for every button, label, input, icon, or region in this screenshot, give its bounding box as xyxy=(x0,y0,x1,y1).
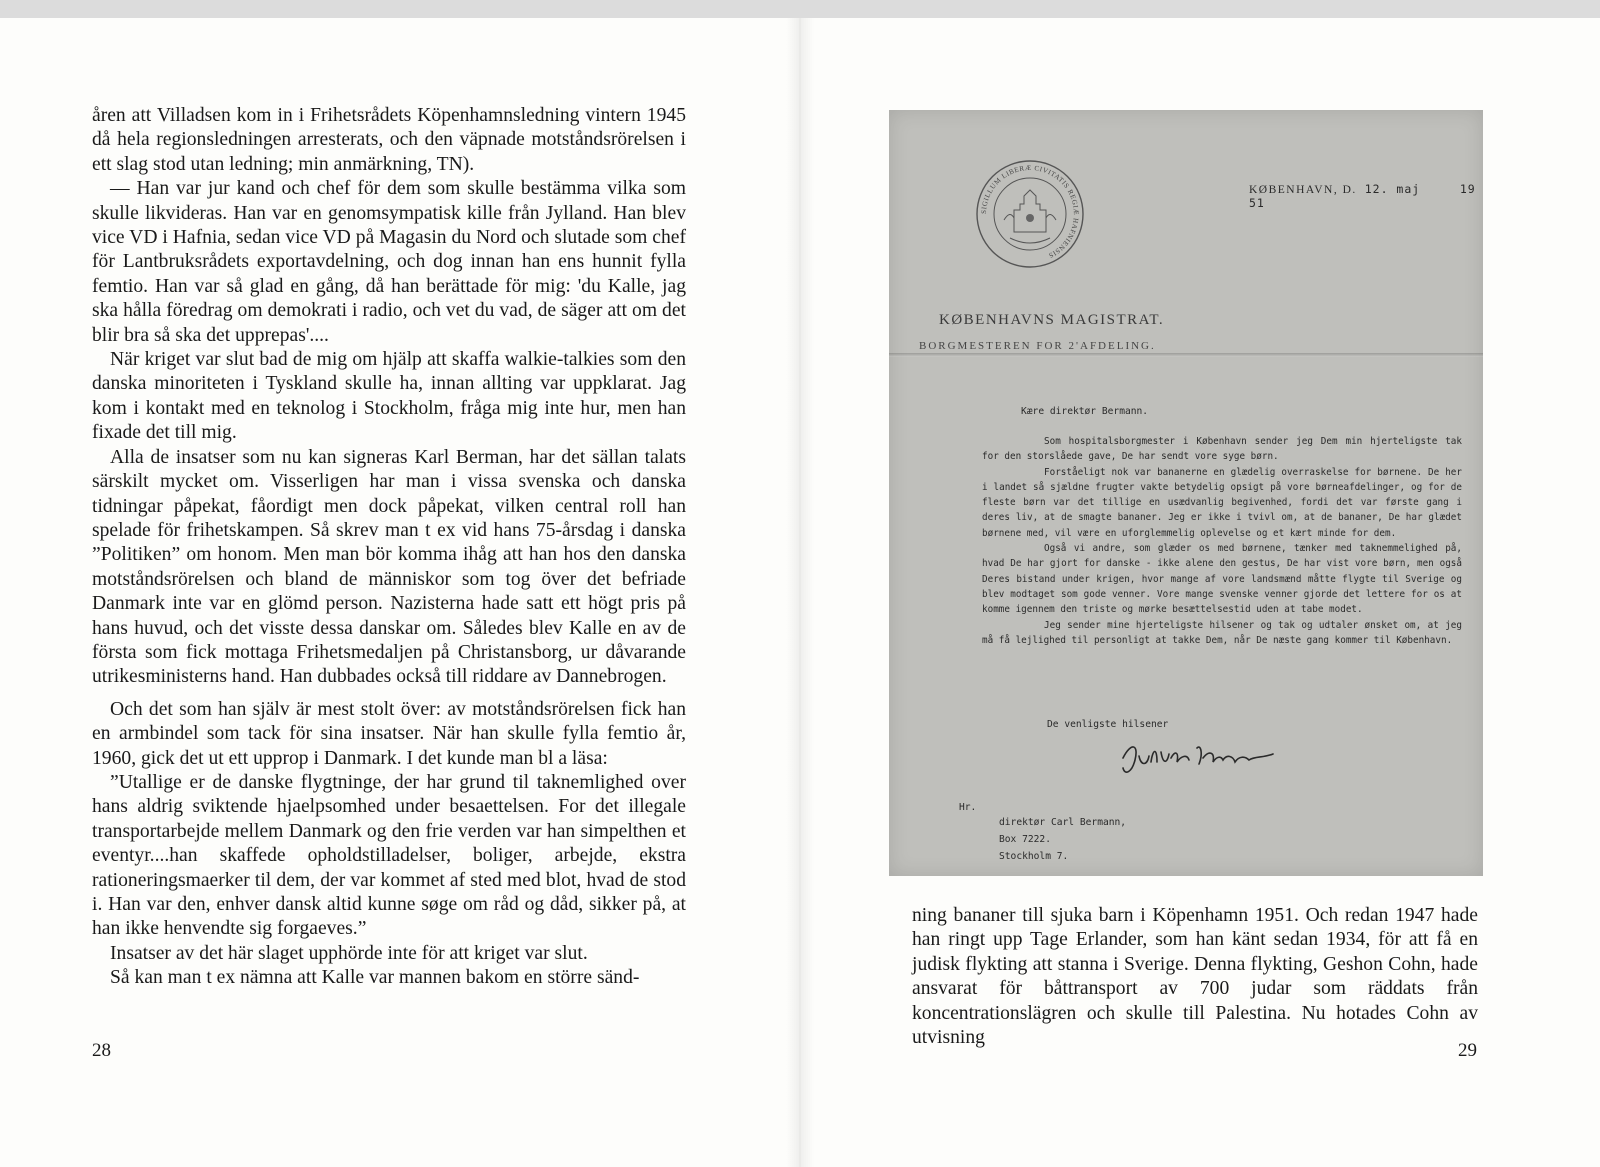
seal-text: SIGILLUM LIBERÆ CIVITATIS REGIÆ HAFNIENSIS xyxy=(979,163,1081,260)
letter-closing: De venligste hilsener xyxy=(1047,719,1169,730)
letter-greeting: Kære direktør Bermann. xyxy=(1021,406,1149,417)
paragraph: Och det som han själv är mest stolt över: av motståndsrörelsen fick han en armbindel som tack för sina insatser. När han skulle fylla femtio år, 1960, gick det ut ett upprop i Danmark. I det kunde man bl a läsa: xyxy=(92,698,686,769)
address-block xyxy=(999,814,1126,865)
danish-quote: ”Utallige er de danske flygtninge, der har grund til taknemlighed over hans aldrig sviktende hjaelpsomhed under besaettelsen. For det illegale transportarbejde mellem Danmark og den frie verden var han simpelthen et eventyr....han skaffede opholdstilladelser, boliger, arbejde, ekstra rationeringsmaerker til dem, der var kommet af sted med blot, hvad de stod i. Han var den, enhver dansk altid kunne søge om råd og dåd, sikker på, at han ikke henvendte sig forgaeves.” xyxy=(92,771,686,940)
paragraph: åren att Villadsen kom in i Frihetsrådets Köpenhamnsledning vintern 1945 då hela regionsledningen arresterats, och den väpnade motståndsrörelsen i ett slag stod utan ledning; min anmärkning, TN). xyxy=(92,105,686,175)
handwritten-signature xyxy=(1117,738,1317,780)
book-spread xyxy=(0,18,1600,1167)
paragraph: Alla de insatser som nu kan signeras Karl Berman, har det sällan talats särskilt mycket om. Visserligen har man i vissa svenska och danska tidningar påpekat, fåordigt men dock påpekat, vilken central roll han spelade för frihetskampen. Så skrev man t ex vid hans 75-årsdag i danska ”Politiken” om honom. Men man bör komma ihåg att han hos den danska motståndsrörelsen och bland de människor som tog över det befriade Danmark inte var en glömd person. Nazisterna hade satt ett högt pris på hans huvud, och det visste dessa danskar om. Således blev Kalle en av de första som fick mottaga Frihetsmedaljen på Christansborg, ur dåvarande utrikesministerns hand. Han dubbades också till riddare av Dannebrogen. xyxy=(92,446,686,688)
letter-paragraph: Forståeligt nok var bananerne en glædelig overraskelse for børnene. De her i landet så sjældne frugter vakte betydelig opsigt på vore børneafdelinger, og for de fleste børn var det tillige en usædvanlig begivenhed, fordi det var første gang i deres liv, at de smagte bananer. Jeg er ikke i tvivl om, at de bananer, De har glædet børnene med, vil være en uforglemmelig oplevelse og et kært minde for dem. xyxy=(982,466,1462,539)
left-page-text xyxy=(92,104,686,991)
letter-photograph xyxy=(889,110,1483,876)
paragraph: När kriget var slut bad de mig om hjälp att skaffa walkie-talkies som den danska minoriteten i Tyskland skulle ha, innan allting var uppklarat. Jag kom i kontakt med en teknolog i Stockholm, fråga mig inte hur, men han fixade det till mig. xyxy=(92,349,686,444)
paragraph: ning bananer till sjuka barn i Köpenhamn 1951. Och redan 1947 hade han ringt upp Tage Erlander, som han känt sedan 1934, för att få en judisk flykting att stanna i Sverige. Denna flykting, Geshon Cohn, hade ansvarat för båttransport av 700 judar som räddats från koncentrationslägren och skulle till Palestina. Nu hotades Cohn av utvisning xyxy=(912,905,1478,1049)
address-line: direktør Carl Bermann, xyxy=(999,817,1127,828)
paragraph: Insatser av det här slaget upphörde inte för att kriget var slut. xyxy=(110,942,588,964)
dateline-place: KØBENHAVN, D. xyxy=(1249,184,1357,196)
dateline-year: 19 51 xyxy=(1249,182,1476,210)
right-page-text xyxy=(912,904,1478,1050)
city-seal-icon xyxy=(974,158,1086,270)
letter-paragraph: Som hospitalsborgmester i København sender jeg Dem min hjerteligste tak for den storslåede gave, De har sendt vore syge børn. xyxy=(982,436,1462,463)
paragraph: — Han var jur kand och chef för dem som skulle bestämma vilka som skulle likvideras. Han var en genomsympatisk kille från Jylland. Han blev vice VD i Hafnia, sedan vice VD på Magasin du Nord och slutade som chef för Lantbruksrådets exportavdelning, och dog innan han ens hunnit fylla femtio. Han var så glad en gång, då han berättade för mig: 'du Kalle, jag ska hålla föredrag om demokrati i radio, och vet du vad, de säger att om det blir bra så ska det upprepas'.... xyxy=(92,178,687,346)
dateline-date: 12. maj xyxy=(1364,182,1421,196)
page-number-right: 29 xyxy=(1458,1040,1477,1061)
letter-dateline xyxy=(1249,182,1483,210)
letterhead-subtitle: BORGMESTEREN FOR 2'AFDELING. xyxy=(919,340,1156,352)
left-page xyxy=(0,18,800,1167)
letter-paragraph: Også vi andre, som glæder os med børnene, tænker med taknemmelighed på, hvad De har gjort for danske - ikke alene den gestus, De har vist vore børn, men også Deres bistand under krigen, hvor mange af vore landsmænd måtte flygte til Sverige og blev modtaget som gode venner. Vore mange svenske venner gjorde det lettere for os at komme igennem den triste og mørke besættelsestid uden at tabe modet. xyxy=(982,543,1462,616)
paragraph: Så kan man t ex nämna att Kalle var mannen bakom en större sänd- xyxy=(110,967,640,989)
addressee-prefix: Hr. xyxy=(959,802,977,813)
letterhead: KØBENHAVNS MAGISTRAT. xyxy=(939,312,1165,328)
address-line: Box 7222. xyxy=(999,834,1051,845)
letter-paragraph: Jeg sender mine hjerteligste hilsener og tak og udtaler ønsket om, at jeg må få lejlighed til personligt at takke Dem, når De næste gang kommer til København. xyxy=(982,619,1462,646)
letter-body xyxy=(982,434,1462,648)
fold-crease xyxy=(889,353,1483,357)
address-line: Stockholm 7. xyxy=(999,851,1069,862)
page-number-left: 28 xyxy=(92,1040,111,1061)
